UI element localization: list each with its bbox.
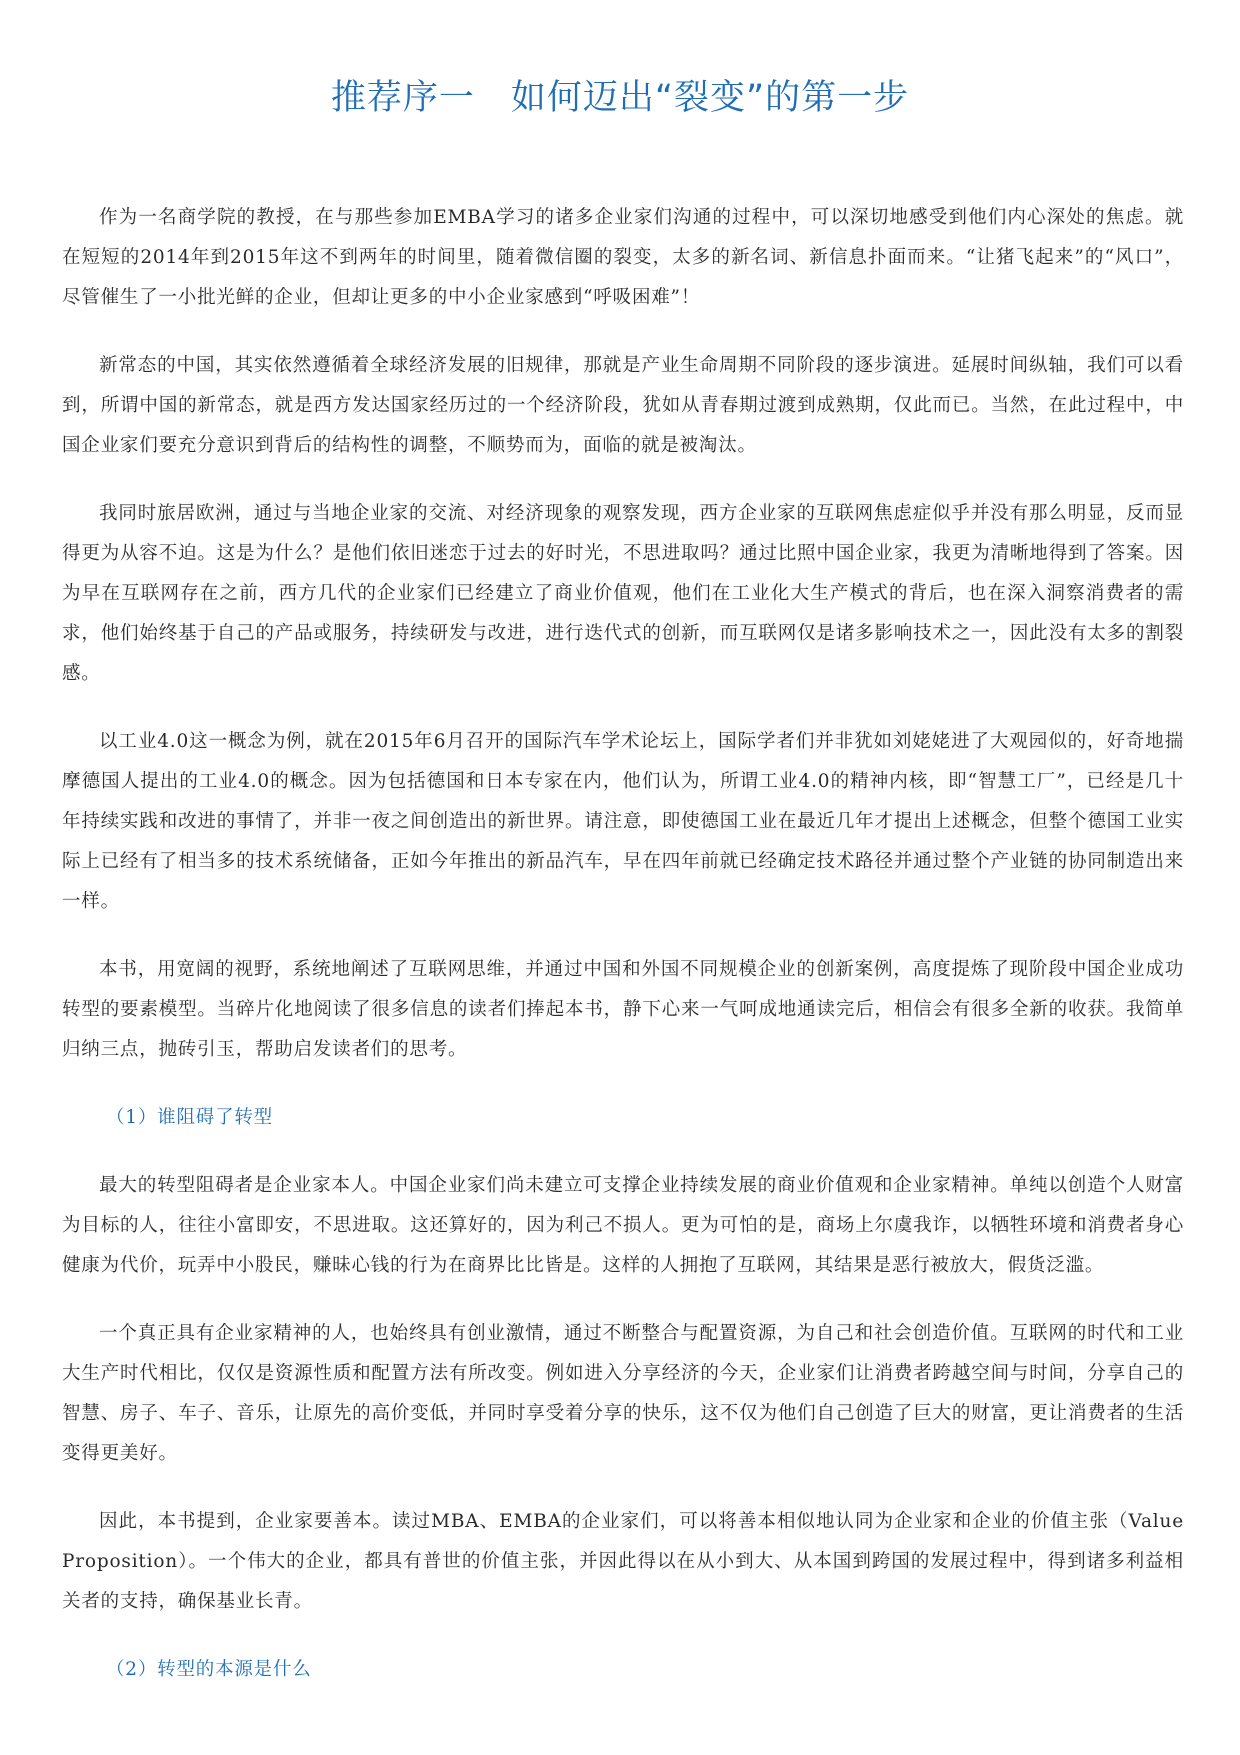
article-body	[62, 198, 1184, 1718]
paragraph: 我同时旅居欧洲，通过与当地企业家的交流、对经济现象的观察发现，西方企业家的互联网焦虑症似乎并没有那么明显，反而显得更为从容不迫。这是为什么？是他们依旧迷恋于过去的好时光，不思进取吗？通过比照中国企业家，我更为清晰地得到了答案。因为早在互联网存在之前，西方几代的企业家们已经建立了商业价值观，他们在工业化大生产模式的背后，也在深入洞察消费者的需求，他们始终基于自己的产品或服务，持续研发与改进，进行迭代式的创新，而互联网仅是诸多影响技术之一，因此没有太多的割裂感。	[62, 503, 1184, 684]
paragraph: 最大的转型阻碍者是企业家本人。中国企业家们尚未建立可支撑企业持续发展的商业价值观和企业家精神。单纯以创造个人财富为目标的人，往往小富即安，不思进取。这还算好的，因为利己不损人。更为可怕的是，商场上尔虞我诈，以牺牲环境和消费者身心健康为代价，玩弄中小股民，赚昧心钱的行为在商界比比皆是。这样的人拥抱了互联网，其结果是恶行被放大，假货泛滥。	[62, 1175, 1184, 1276]
paragraph: 新常态的中国，其实依然遵循着全球经济发展的旧规律，那就是产业生命周期不同阶段的逐步演进。延展时间纵轴，我们可以看到，所谓中国的新常态，就是西方发达国家经历过的一个经济阶段，犹如从青春期过渡到成熟期，仅此而已。当然，在此过程中，中国企业家们要充分意识到背后的结构性的调整，不顺势而为，面临的就是被淘汰。	[62, 355, 1184, 456]
paragraph: 因此，本书提到，企业家要善本。读过MBA、EMBA的企业家们，可以将善本相似地认同为企业家和企业的价值主张（Value Proposition）。一个伟大的企业，都具有普世的价值主张，并因此得以在从小到大、从本国到跨国的发展过程中，得到诸多利益相关者的支持，确保基业长青。	[62, 1511, 1184, 1612]
section-heading-2: （2）转型的本源是什么	[106, 1659, 312, 1680]
paragraph: 作为一名商学院的教授，在与那些参加EMBA学习的诸多企业家们沟通的过程中，可以深切地感受到他们内心深处的焦虑。就在短短的2014年到2015年这不到两年的时间里，随着微信圈的裂变，太多的新名词、新信息扑面而来。“让猪飞起来”的“风口”，尽管催生了一小批光鲜的企业，但却让更多的中小企业家感到“呼吸困难”！	[62, 207, 1184, 308]
page-title: 推荐序一 如何迈出“裂变”的第一步	[330, 78, 910, 118]
paragraph: 一个真正具有企业家精神的人，也始终具有创业激情，通过不断整合与配置资源，为自己和社会创造价值。互联网的时代和工业大生产时代相比，仅仅是资源性质和配置方法有所改变。例如进入分享经济的今天，企业家们让消费者跨越空间与时间，分享自己的智慧、房子、车子、音乐，让原先的高价变低，并同时享受着分享的快乐，这不仅为他们自己创造了巨大的财富，更让消费者的生活变得更美好。	[62, 1323, 1184, 1464]
section-heading-1: （1）谁阻碍了转型	[106, 1107, 273, 1128]
paragraph: 本书，用宽阔的视野，系统地阐述了互联网思维，并通过中国和外国不同规模企业的创新案例，高度提炼了现阶段中国企业成功转型的要素模型。当碎片化地阅读了很多信息的读者们捧起本书，静下心来一气呵成地通读完后，相信会有很多全新的收获。我简单归纳三点，抛砖引玉，帮助启发读者们的思考。	[62, 959, 1184, 1060]
paragraph: 以工业4.0这一概念为例，就在2015年6月召开的国际汽车学术论坛上，国际学者们并非犹如刘姥姥进了大观园似的，好奇地揣摩德国人提出的工业4.0的概念。因为包括德国和日本专家在内，他们认为，所谓工业4.0的精神内核，即“智慧工厂”，已经是几十年持续实践和改进的事情了，并非一夜之间创造出的新世界。请注意，即使德国工业在最近几年才提出上述概念，但整个德国工业实际上已经有了相当多的技术系统储备，正如今年推出的新品汽车，早在四年前就已经确定技术路径并通过整个产业链的协同制造出来一样。	[62, 731, 1184, 912]
